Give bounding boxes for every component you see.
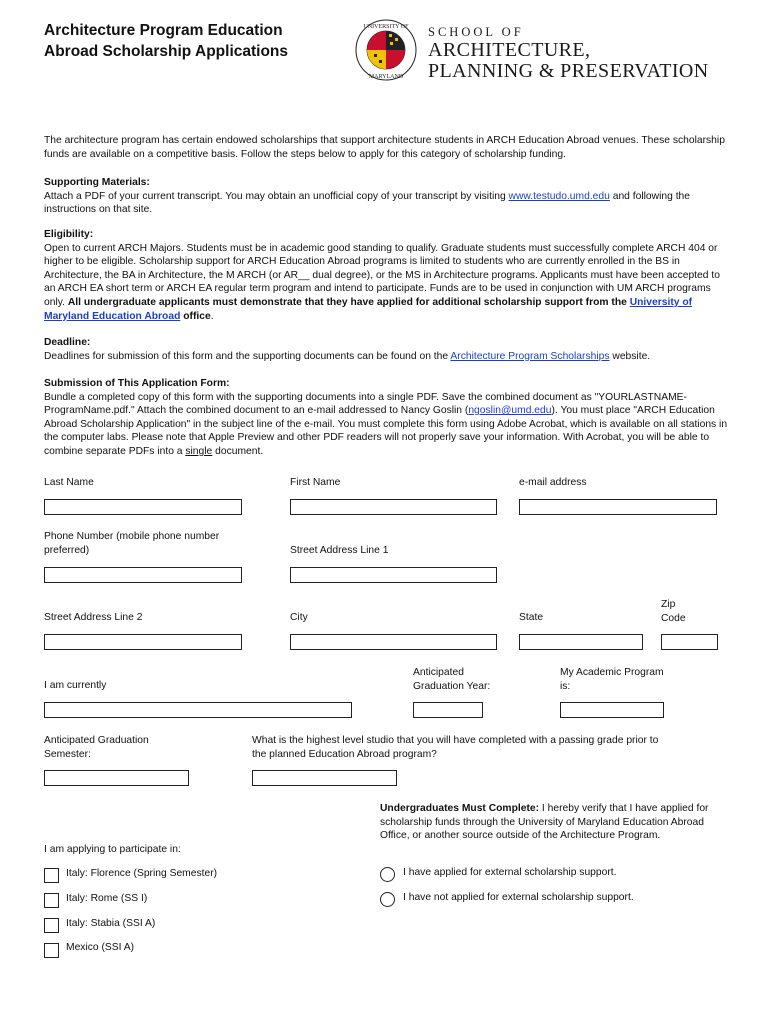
eligibility-bold-end: office xyxy=(180,310,211,322)
stabia-option-label: Italy: Stabia (SSI A) xyxy=(66,918,156,929)
eligibility-bold-text: All undergraduate applicants must demonstrate that they have applied for additional scholarship support from the xyxy=(67,296,630,308)
academic-program-label-line-2: is: xyxy=(560,680,571,692)
last-name-label: Last Name xyxy=(44,477,94,488)
title-line-1: Architecture Program Education xyxy=(44,22,283,39)
grad-year-field[interactable] xyxy=(413,702,483,718)
email-label: e-mail address xyxy=(519,477,587,488)
deadline-section xyxy=(44,336,734,363)
svg-text:UNIVERSITY OF: UNIVERSITY OF xyxy=(363,24,409,30)
supporting-heading: Supporting Materials: xyxy=(44,177,150,188)
zip-label-line-2: Code xyxy=(661,612,686,624)
mexico-option-label: Mexico (SSI A) xyxy=(66,942,135,953)
deadline-text: Deadlines for submission of this form and the supporting documents can be found on the xyxy=(44,350,451,362)
semester-label-line-2: Semester: xyxy=(44,748,91,760)
email-link[interactable]: ngoslin@umd.edu xyxy=(468,405,552,417)
applied-option-label: I have applied for external scholarship support. xyxy=(403,867,617,878)
school-name-line-2: ARCHITECTURE, xyxy=(428,39,591,61)
grad-year-label-line-1: Anticipated xyxy=(413,667,464,678)
eligibility-text: Open to current ARCH Majors. Students must be in academic good standing to qualify. Graduate students must successfully complete ARCH 404 or higher to be eligible. Scholarship support for ARCH Education Abroad programs is limited to students who are currently enrolled in the BS in Architecture, the BA in Architecture, the M ARCH (or AR__ dual degree), or the MS in Architecture programs. Applicants must have been accepted to an ARCH EA short term or ARCH EA regular term program and intend to participate. Funds are to be used in conjunction with UM ARCH programs only. xyxy=(44,242,720,308)
first-name-field[interactable] xyxy=(290,499,497,515)
first-name-label: First Name xyxy=(290,477,341,488)
svg-text:MARYLAND: MARYLAND xyxy=(368,74,404,80)
phone-label-line-1: Phone Number (mobile phone number xyxy=(44,531,220,542)
not-applied-option-label: I have not applied for external scholarship support. xyxy=(403,892,634,903)
university-seal-logo xyxy=(354,18,418,82)
submission-text-3: document. xyxy=(212,445,264,457)
scholarships-link[interactable]: Architecture Program Scholarships xyxy=(450,350,610,362)
single-underlined: single xyxy=(185,445,213,457)
state-field[interactable] xyxy=(519,634,643,650)
zip-label-line-1: Zip xyxy=(661,599,676,610)
participation-label: I am applying to participate in: xyxy=(44,844,181,855)
not-applied-radio[interactable] xyxy=(380,892,395,907)
submission-text: Bundle a completed copy of this form with the supporting documents into a single PDF. Save the combined document as "YOURLASTNAME-ProgramName.pdf." Attach the combined document to an e-mail addressed to Nancy Goslin ( xyxy=(44,391,687,417)
florence-checkbox[interactable] xyxy=(44,868,59,883)
school-name-line-3: PLANNING & PRESERVATION xyxy=(428,60,709,82)
submission-section xyxy=(44,377,734,459)
mexico-checkbox[interactable] xyxy=(44,943,59,958)
eligibility-period: . xyxy=(210,310,214,322)
grad-year-label xyxy=(413,666,490,693)
studio-field[interactable] xyxy=(252,770,397,786)
rome-checkbox[interactable] xyxy=(44,893,59,908)
rome-option-label: Italy: Rome (SS I) xyxy=(66,893,148,904)
city-field[interactable] xyxy=(290,634,497,650)
supporting-text-end: and following the instructions on that site. xyxy=(44,190,691,216)
florence-option-label: Italy: Florence (Spring Semester) xyxy=(66,868,218,879)
undergrad-verification-text xyxy=(380,802,720,843)
studio-label-line-1: What is the highest level studio that you will have completed with a passing grade prior to xyxy=(252,735,659,746)
street2-label: Street Address Line 2 xyxy=(44,612,143,623)
undergrad-heading: Undergraduates Must Complete: xyxy=(380,803,540,814)
eligibility-section xyxy=(44,228,734,323)
education-abroad-link[interactable]: University of Maryland Education Abroad xyxy=(44,296,693,322)
phone-label-line-2: preferred) xyxy=(44,544,90,556)
street1-field[interactable] xyxy=(290,567,497,583)
undergrad-text: I hereby verify that I have applied for scholarship funds through the University of Maryland Education Abroad Office, or another source outside of the Architecture Program. xyxy=(380,803,709,842)
semester-label xyxy=(44,734,149,761)
applied-radio[interactable] xyxy=(380,867,395,882)
academic-program-field[interactable] xyxy=(560,702,664,718)
academic-program-label xyxy=(560,666,664,693)
submission-text-2: ). You must place "ARCH Education Abroad Scholarship Application" in the subject line of the e-mail. You must complete this form using Adobe Acrobat, which is available on all stations in the computer labs. Please note that Apple Preview and other PDF readers will not properly save your information. With Acrobat, you will be able to combine separate PDFs into a xyxy=(44,405,728,457)
city-label: City xyxy=(290,612,308,623)
school-name xyxy=(428,24,709,82)
zip-label xyxy=(661,598,686,625)
supporting-text: Attach a PDF of your current transcript. You may obtain an unofficial copy of your transcript by visiting xyxy=(44,190,509,202)
studio-label-line-2: the planned Education Abroad program? xyxy=(252,748,437,760)
semester-field[interactable] xyxy=(44,770,189,786)
semester-label-line-1: Anticipated Graduation xyxy=(44,735,149,746)
submission-heading: Submission of This Application Form: xyxy=(44,378,230,389)
street1-label: Street Address Line 1 xyxy=(290,545,389,556)
studio-label xyxy=(252,734,658,761)
grad-year-label-line-2: Graduation Year: xyxy=(413,680,491,692)
currently-label: I am currently xyxy=(44,680,107,691)
street2-field[interactable] xyxy=(44,634,242,650)
title-line-2: Abroad Scholarship Applications xyxy=(44,43,289,60)
school-of-label: SCHOOL OF xyxy=(428,25,524,39)
email-field[interactable] xyxy=(519,499,717,515)
phone-label xyxy=(44,530,219,557)
stabia-checkbox[interactable] xyxy=(44,918,59,933)
currently-field[interactable] xyxy=(44,702,352,718)
state-label: State xyxy=(519,612,544,623)
intro-paragraph: The architecture program has certain endowed scholarships that support architecture students in ARCH Education Abroad venues. These scholarship funds are available on a competitive basis. Follow the steps below to apply for this category of scholarship funding. xyxy=(44,135,725,160)
document-title xyxy=(44,20,324,62)
last-name-field[interactable] xyxy=(44,499,242,515)
academic-program-label-line-1: My Academic Program xyxy=(560,667,664,678)
eligibility-heading: Eligibility: xyxy=(44,229,94,240)
deadline-text-end: website. xyxy=(609,350,651,362)
deadline-heading: Deadline: xyxy=(44,337,91,348)
zip-field[interactable] xyxy=(661,634,718,650)
supporting-materials-section xyxy=(44,176,734,217)
phone-field[interactable] xyxy=(44,567,242,583)
testudo-link[interactable]: www.testudo.umd.edu xyxy=(508,190,610,202)
